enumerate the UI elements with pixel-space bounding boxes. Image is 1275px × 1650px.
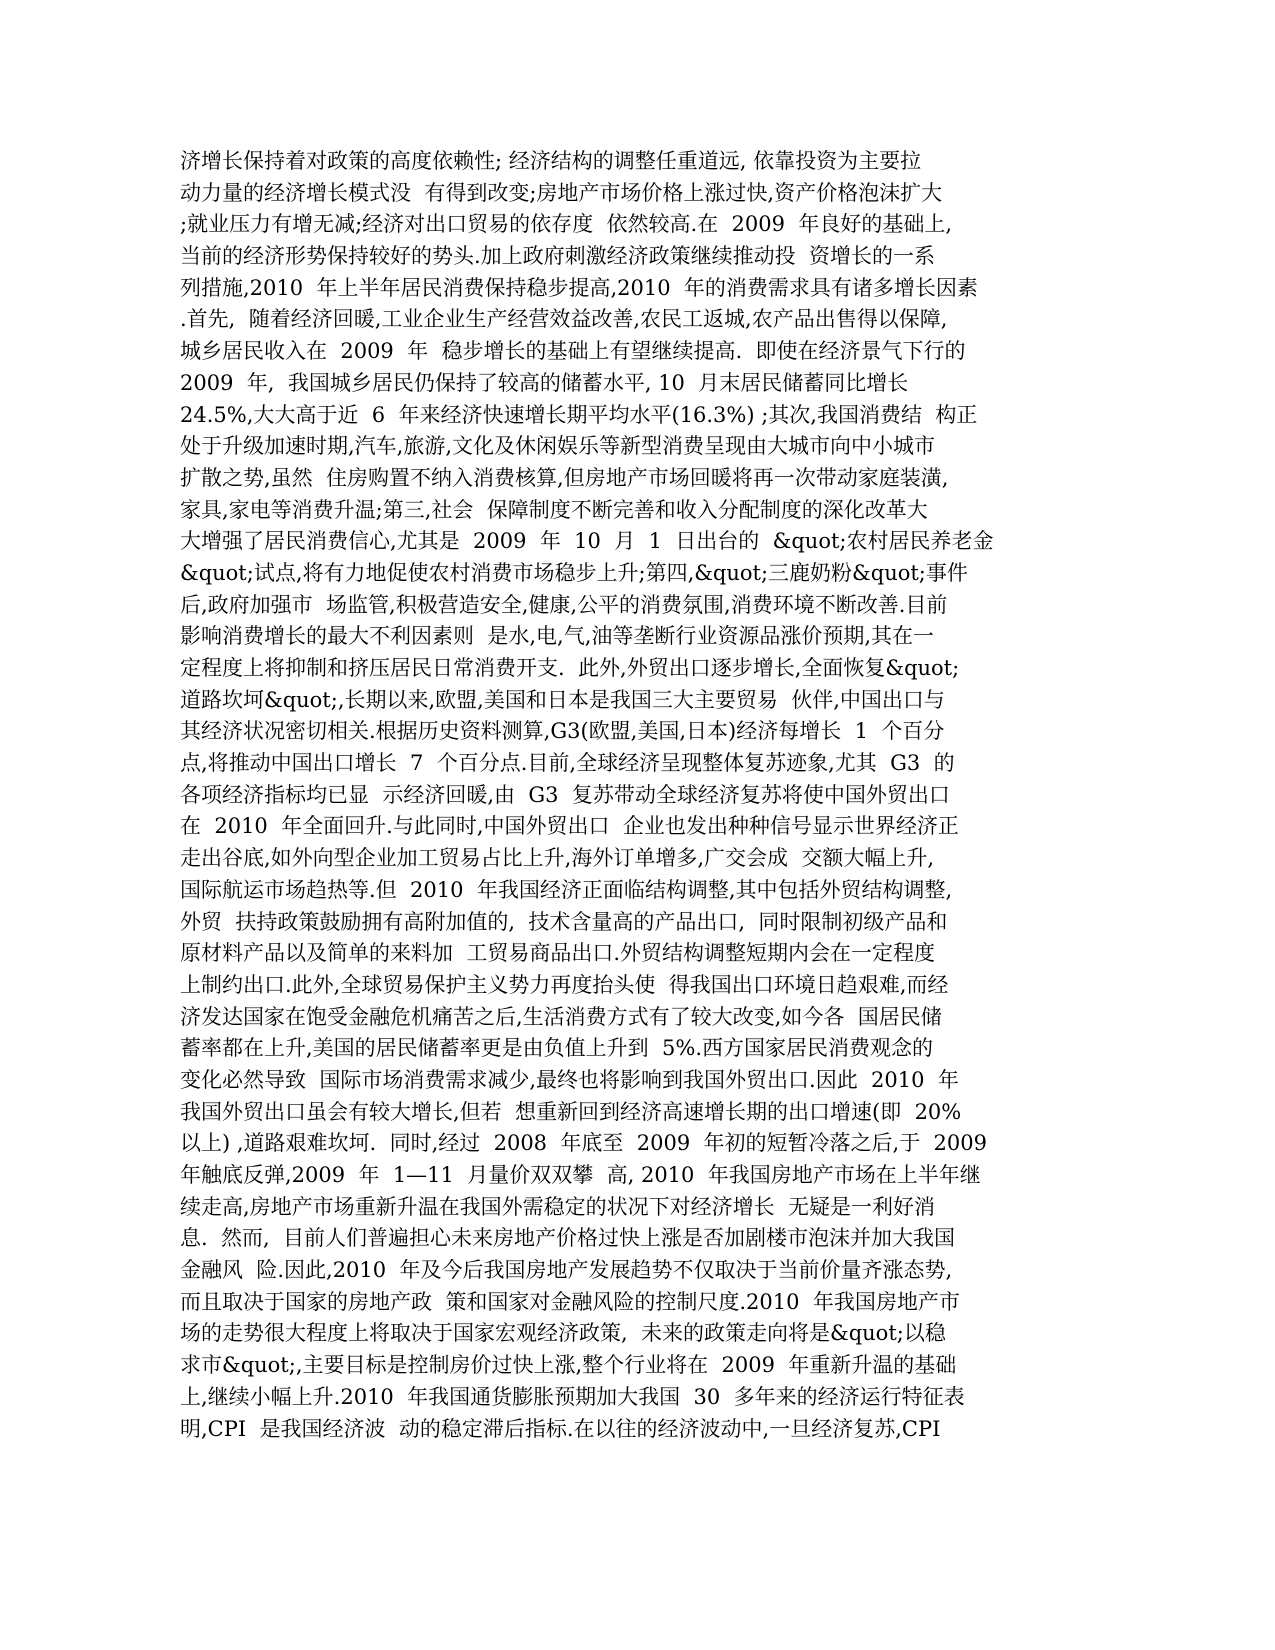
text-line: 济增长保持着对政策的高度依赖性; 经济结构的调整任重道远, 依靠投资为主要拉 xyxy=(180,149,922,173)
text-line: 处于升级加速时期,汽车,旅游,文化及休闲娱乐等新型消费呈现由大城市向中小城市 xyxy=(180,434,936,459)
text-line: 大增强了居民消费信心,尤其是 2009 年 10 月 1 日出台的 &quot;农村居民养老金 xyxy=(180,529,994,554)
text-line: 道路坎坷&quot;,长期以来,欧盟,美国和日本是我国三大主要贸易 伙伴,中国出口与 xyxy=(180,687,945,712)
text-line: 城乡居民收入在 2009 年 稳步增长的基础上有望继续提高. 即使在经济景气下行的 xyxy=(180,339,966,364)
text-line: 定程度上将抑制和挤压居民日常消费开支. 此外,外贸出口逐步增长,全面恢复&quot; xyxy=(180,656,960,680)
text-line: 家具,家电等消费升温;第三,社会 保障制度不断完善和收入分配制度的深化改革大 xyxy=(180,497,928,522)
text-line: 金融风 险.因此,2010 年及今后我国房地产发展趋势不仅取决于当前价量齐涨态势, xyxy=(180,1258,953,1283)
text-line: 上,继续小幅上升.2010 年我国通货膨胀预期加大我国 30 多年来的经济运行特征表 xyxy=(180,1384,965,1409)
text-line: 息. 然而, 目前人们普遍担心未来房地产价格过快上涨是否加剧楼市泡沫并加大我国 xyxy=(180,1226,956,1251)
text-line: 动力量的经济增长模式没 有得到改变;房地产市场价格上涨过快,资产价格泡沫扩大 xyxy=(180,180,943,205)
text-line: 原材料产品以及简单的来料加 工贸易商品出口.外贸结构调整短期内会在一定程度 xyxy=(180,941,936,966)
text-line: 济发达国家在饱受金融危机痛苦之后,生活消费方式有了较大改变,如今各 国居民储 xyxy=(180,1004,942,1029)
text-line: 年触底反弹,2009 年 1—11 月量价双双攀 高, 2010 年我国房地产市场在上半年继 xyxy=(180,1163,981,1187)
text-line: 续走高,房地产市场重新升温在我国外需稳定的状况下对经济增长 无疑是一利好消 xyxy=(180,1194,936,1219)
text-line: 后,政府加强市 场监管,积极营造安全,健康,公平的消费氛围,消费环境不断改善.目前 xyxy=(180,592,948,617)
text-line: 而且取决于国家的房地产政 策和国家对金融风险的控制尺度.2010 年我国房地产市 xyxy=(180,1289,960,1314)
text-line: 当前的经济形势保持较好的势头.加上政府刺激经济政策继续推动投 资增长的一系 xyxy=(180,244,936,269)
text-line: 变化必然导致 国际市场消费需求减少,最终也将影响到我国外贸出口.因此 2010 年 xyxy=(180,1067,959,1092)
text-line: 各项经济指标均已显 示经济回暖,由 G3 复苏带动全球经济复苏将使中国外贸出口 xyxy=(180,782,950,807)
text-line: 扩散之势,虽然 住房购置不纳入消费核算,但房地产市场回暖将再一次带动家庭装潢, xyxy=(180,465,949,490)
text-line: 国际航运市场趋热等.但 2010 年我国经济正面临结构调整,其中包括外贸结构调整, xyxy=(180,877,953,902)
text-line: 上制约出口.此外,全球贸易保护主义势力再度抬头使 得我国出口环境日趋艰难,而经 xyxy=(180,972,949,997)
text-line: ;就业压力有增无减;经济对出口贸易的依存度 依然较高.在 2009 年良好的基础上, xyxy=(180,212,952,237)
text-line: 明,CPI 是我国经济波 动的稳定滞后指标.在以往的经济波动中,一旦经济复苏,CPI xyxy=(180,1416,941,1441)
text-line: 其经济状况密切相关.根据历史资料测算,G3(欧盟,美国,日本)经济每增长 1 个百分 xyxy=(180,719,945,744)
text-line: 2009 年, 我国城乡居民仍保持了较高的储蓄水平, 10 月末居民储蓄同比增长 xyxy=(180,370,909,395)
text-line: 影响消费增长的最大不利因素则 是水,电,气,油等垄断行业资源品涨价预期,其在一 xyxy=(180,624,935,649)
text-line: 点,将推动中国出口增长 7 个百分点.目前,全球经济呈现整体复苏迹象,尤其 G3 的 xyxy=(180,751,955,776)
body-text xyxy=(180,146,1080,1445)
text-line: 24.5%,大大高于近 6 年来经济快速增长期平均水平(16.3%) ;其次,我国消费结 构正 xyxy=(180,402,978,427)
text-line: 我国外贸出口虽会有较大增长,但若 想重新回到经济高速增长期的出口增速(即 20% xyxy=(180,1099,962,1124)
text-line: 以上) ,道路艰难坎坷. 同时,经过 2008 年底至 2009 年初的短暂冷落之后,于 2009 xyxy=(180,1131,988,1156)
text-line: 场的走势很大程度上将取决于国家宏观经济政策, 未来的政策走向将是&quot;以稳 xyxy=(180,1321,946,1346)
text-line: 列措施,2010 年上半年居民消费保持稳步提高,2010 年的消费需求具有诸多增长因素 xyxy=(180,275,978,300)
text-line: .首先, 随着经济回暖,工业企业生产经营效益改善,农民工返城,农产品出售得以保障, xyxy=(180,307,948,332)
text-line: &quot;试点,将有力地促使农村消费市场稳步上升;第四,&quot;三鹿奶粉&quot;事件 xyxy=(180,560,968,585)
text-line: 外贸 扶持政策鼓励拥有高附加值的, 技术含量高的产品出口, 同时限制初级产品和 xyxy=(180,909,948,934)
text-line: 走出谷底,如外向型企业加工贸易占比上升,海外订单增多,广交会成 交额大幅上升, xyxy=(180,846,935,871)
text-line: 求市&quot;,主要目标是控制房价过快上涨,整个行业将在 2009 年重新升温的基础 xyxy=(180,1353,957,1378)
text-line: 在 2010 年全面回升.与此同时,中国外贸出口 企业也发出种种信号显示世界经济正 xyxy=(180,814,959,839)
text-line: 蓄率都在上升,美国的居民储蓄率更是由负值上升到 5%.西方国家居民消费观念的 xyxy=(180,1036,934,1061)
